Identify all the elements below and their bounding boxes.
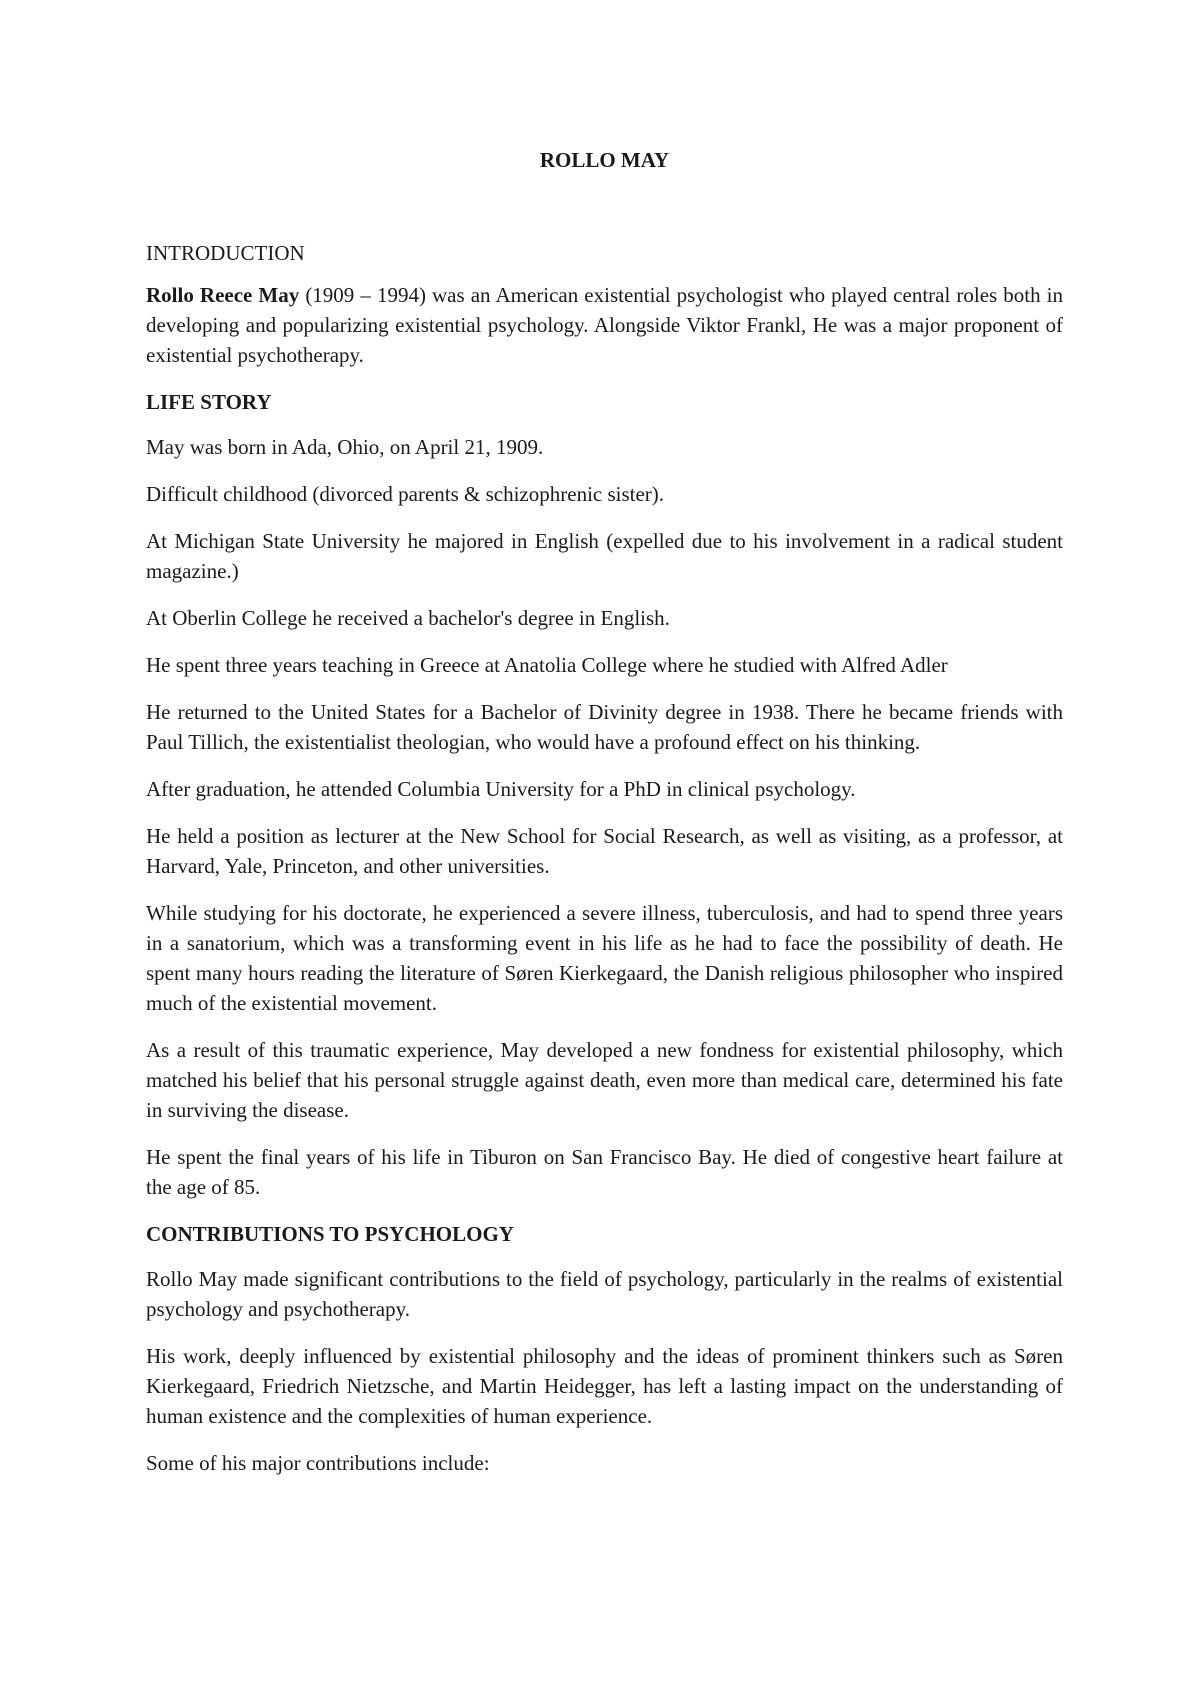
life-story-paragraph: As a result of this traumatic experience, May developed a new fondness for existential philosophy, which matched his belief that his personal struggle against death, even more than medical care, determined his fate in surviving the disease. [146,1038,1063,1122]
life-story-paragraph: At Oberlin College he received a bachelor's degree in English. [146,606,670,630]
subject-name: Rollo Reece May [146,283,300,307]
life-story-paragraph: He spent three years teaching in Greece at Anatolia College where he studied with Alfred Adler [146,653,948,677]
life-story-paragraph: He spent the final years of his life in Tiburon on San Francisco Bay. He died of congestive heart failure at the age of 85. [146,1145,1063,1199]
life-story-paragraph: While studying for his doctorate, he experienced a severe illness, tuberculosis, and had to spend three years in a sanatorium, which was a transforming event in his life as he had to face the possibility of death. He spent many hours reading the literature of Søren Kierkegaard, the Danish religious philosopher who inspired much of the existential movement. [146,901,1063,1015]
contributions-paragraph: Some of his major contributions include: [146,1451,490,1475]
introduction-heading: INTRODUCTION [146,241,305,265]
document-body [146,238,1063,1495]
contributions-paragraph: His work, deeply influenced by existential philosophy and the ideas of prominent thinkers such as Søren Kierkegaard, Friedrich Nietzsche, and Martin Heidegger, has left a lasting impact on the understanding of human existence and the complexities of human experience. [146,1344,1063,1428]
introduction-paragraph [146,280,1063,370]
contributions-heading: CONTRIBUTIONS TO PSYCHOLOGY [146,1222,514,1246]
introduction-text: (1909 – 1994) was an American existential psychologist who played central roles both in developing and popularizing existential psychology. Alongside Viktor Frankl, He was a major proponent of existential psychotherapy. [146,283,1063,367]
life-story-heading: LIFE STORY [146,390,272,414]
life-story-paragraph: He held a position as lecturer at the New School for Social Research, as well as visiting, as a professor, at Harvard, Yale, Princeton, and other universities. [146,824,1063,878]
life-story-paragraph: At Michigan State University he majored in English (expelled due to his involvement in a radical student magazine.) [146,529,1063,583]
life-story-paragraph: Difficult childhood (divorced parents & schizophrenic sister). [146,482,665,506]
contributions-paragraph: Rollo May made significant contributions to the field of psychology, particularly in the realms of existential psychology and psychotherapy. [146,1267,1063,1321]
life-story-paragraph: After graduation, he attended Columbia University for a PhD in clinical psychology. [146,777,856,801]
life-story-paragraph: May was born in Ada, Ohio, on April 21, 1909. [146,435,544,459]
life-story-paragraph: He returned to the United States for a Bachelor of Divinity degree in 1938. There he became friends with Paul Tillich, the existentialist theologian, who would have a profound effect on his thinking. [146,700,1063,754]
document-title: ROLLO MAY [539,148,670,172]
